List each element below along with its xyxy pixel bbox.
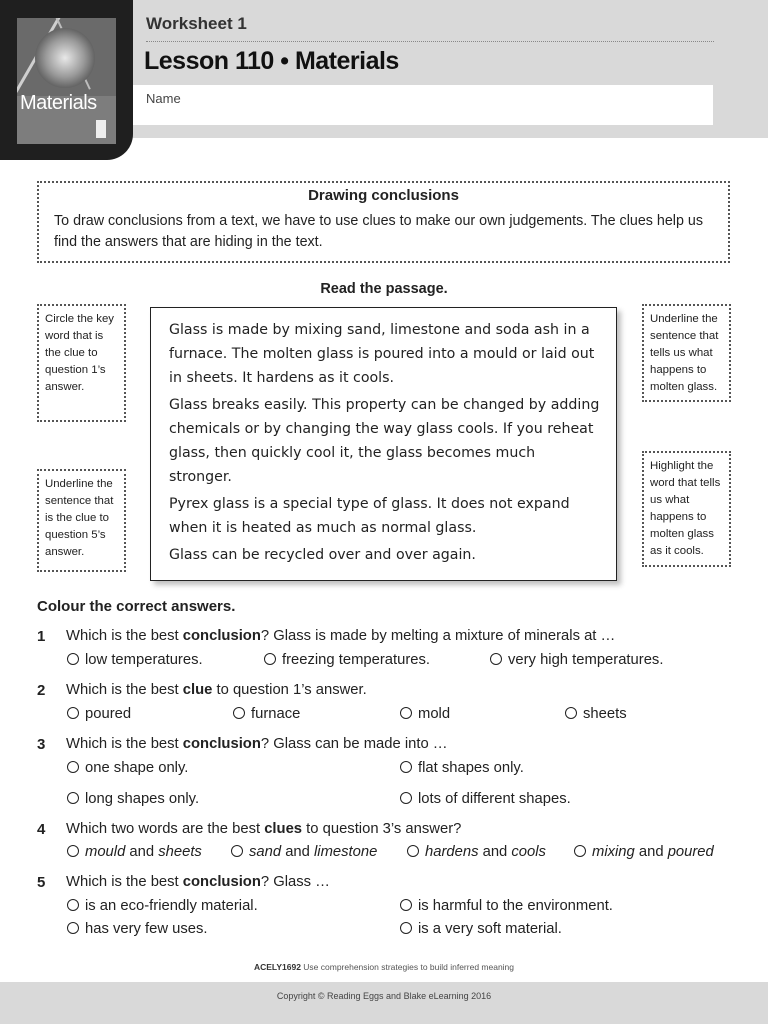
worksheet-label: Worksheet 1 <box>146 14 247 33</box>
q1-option[interactable]: low temperatures. <box>67 652 203 668</box>
question-number: 4 <box>37 821 46 838</box>
footer-band <box>0 982 768 1024</box>
reading-passage <box>150 307 617 581</box>
q5-option[interactable]: is a very soft material. <box>400 921 562 937</box>
name-field[interactable] <box>133 85 713 125</box>
answer-circle-icon[interactable] <box>67 845 79 857</box>
q4-option[interactable]: mould and sheets <box>67 844 202 860</box>
question-number: 3 <box>37 736 46 753</box>
answer-circle-icon[interactable] <box>67 707 79 719</box>
q4-option[interactable]: mixing and poured <box>574 844 714 860</box>
passage-paragraph[interactable]: Pyrex glass is a special type of glass. It does not expand when it is heated as much as normal glass. <box>169 496 570 536</box>
answer-circle-icon[interactable] <box>67 761 79 773</box>
q2-option[interactable]: sheets <box>565 706 627 722</box>
curriculum-code: ACELY1692 Use comprehension strategies to build inferred meaning <box>253 962 515 972</box>
answer-circle-icon[interactable] <box>233 707 245 719</box>
passage-paragraph[interactable]: Glass can be recycled over and over again. <box>169 547 476 563</box>
q3-option[interactable]: lots of different shapes. <box>400 791 571 807</box>
read-heading: Read the passage. <box>320 281 448 297</box>
q3-option[interactable]: flat shapes only. <box>400 760 524 776</box>
instructions: Colour the correct answers. <box>37 598 236 615</box>
q2-option[interactable]: mold <box>400 706 450 722</box>
publisher-logo-icon <box>96 120 106 138</box>
question-1-text: Which is the best conclusion? Glass is made by melting a mixture of minerals at … <box>66 628 616 644</box>
answer-circle-icon[interactable] <box>407 845 419 857</box>
question-4-text: Which two words are the best clues to question 3’s answer? <box>66 821 462 837</box>
q3-option[interactable]: one shape only. <box>67 760 188 776</box>
question-5-text: Which is the best conclusion? Glass … <box>66 874 330 890</box>
passage-paragraph[interactable]: Glass breaks easily. This property can be changed by adding chemicals or by changing the way glass cools. If you reheat glass, then quickly cool it, the glass becomes much stronger. <box>169 397 600 485</box>
q2-option[interactable]: furnace <box>233 706 300 722</box>
question-number: 1 <box>37 628 46 645</box>
answer-circle-icon[interactable] <box>400 761 412 773</box>
answer-circle-icon[interactable] <box>231 845 243 857</box>
side-note-circle-keyword: Circle the key word that is the clue to question 1’s answer. <box>37 304 126 422</box>
answer-circle-icon[interactable] <box>67 792 79 804</box>
answer-circle-icon[interactable] <box>67 899 79 911</box>
intro-title: Drawing conclusions <box>308 187 459 204</box>
name-label: Name <box>146 91 181 106</box>
answer-circle-icon[interactable] <box>67 653 79 665</box>
answer-circle-icon[interactable] <box>565 707 577 719</box>
question-number: 5 <box>37 874 46 891</box>
question-3-text: Which is the best conclusion? Glass can be made into … <box>66 736 448 752</box>
side-note-highlight-word: Highlight the word that tells us what happens to molten glass as it cools. <box>642 451 731 567</box>
intro-text: To draw conclusions from a text, we have to use clues to make our own judgements. The clues help us find the answers that are hiding in the text. <box>54 213 703 250</box>
dotted-divider <box>146 41 714 42</box>
answer-circle-icon[interactable] <box>400 707 412 719</box>
answer-circle-icon[interactable] <box>490 653 502 665</box>
question-2-text: Which is the best clue to question 1’s answer. <box>66 682 367 698</box>
q4-option[interactable]: sand and limestone <box>231 844 377 860</box>
cover-title: Materials <box>20 92 97 114</box>
q1-option[interactable]: very high temperatures. <box>490 652 663 668</box>
answer-circle-icon[interactable] <box>400 922 412 934</box>
q1-option[interactable]: freezing temperatures. <box>264 652 430 668</box>
side-note-underline-q5: Underline the sentence that is the clue to question 5’s answer. <box>37 469 126 572</box>
q5-option[interactable]: is harmful to the environment. <box>400 898 613 914</box>
q5-option[interactable]: has very few uses. <box>67 921 208 937</box>
answer-circle-icon[interactable] <box>400 792 412 804</box>
answer-circle-icon[interactable] <box>264 653 276 665</box>
answer-circle-icon[interactable] <box>400 899 412 911</box>
copyright: Copyright © Reading Eggs and Blake eLearning 2016 <box>276 991 492 1001</box>
q3-option[interactable]: long shapes only. <box>67 791 199 807</box>
answer-circle-icon[interactable] <box>67 922 79 934</box>
side-note-underline-molten: Underline the sentence that tells us what happens to molten glass. <box>642 304 731 402</box>
answer-circle-icon[interactable] <box>574 845 586 857</box>
q5-option[interactable]: is an eco-friendly material. <box>67 898 258 914</box>
q4-option[interactable]: hardens and cools <box>407 844 546 860</box>
q2-option[interactable]: poured <box>67 706 131 722</box>
lesson-title: Lesson 110 • Materials <box>144 47 399 75</box>
question-number: 2 <box>37 682 46 699</box>
passage-paragraph[interactable]: Glass is made by mixing sand, limestone and soda ash in a furnace. The molten glass is poured into a mould or laid out in sheets. It hardens as it cools. <box>169 322 595 386</box>
